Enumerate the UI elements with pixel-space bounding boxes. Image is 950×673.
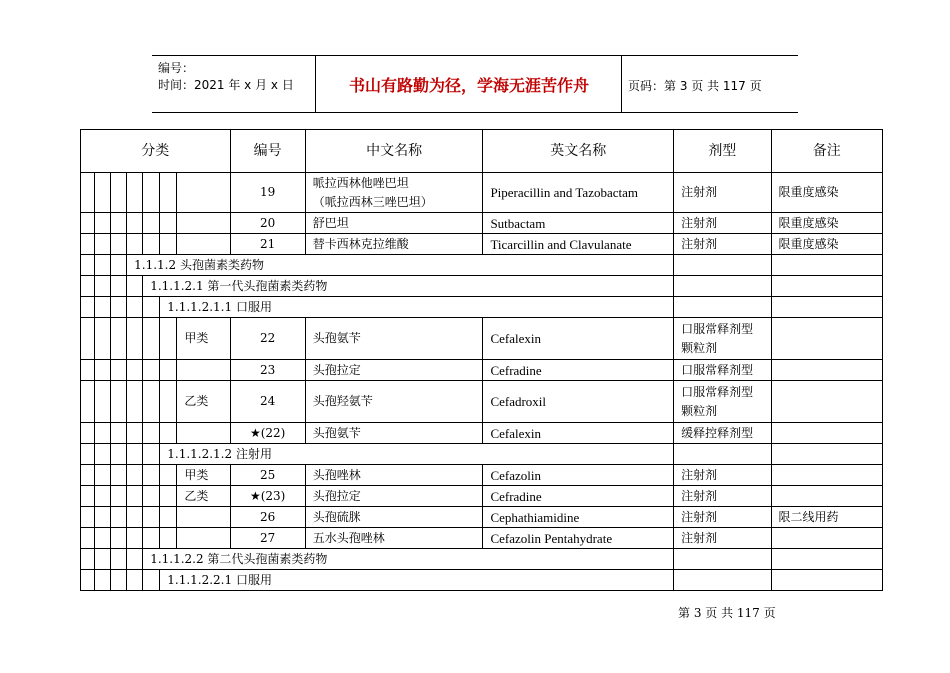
drug-number: 23: [230, 360, 305, 381]
drug-chinese-name: 舒巴坦: [305, 213, 483, 234]
drug-number: 22: [230, 318, 305, 360]
table-row: [81, 528, 883, 549]
drug-number: 21: [230, 234, 305, 255]
time-label: 时间：2021 年 x 月 x 日: [158, 78, 294, 92]
drug-chinese-name: 头孢拉定: [305, 360, 483, 381]
drug-dosage-form: 口服常释剂型: [674, 360, 771, 381]
drug-number: ★(23): [230, 486, 305, 507]
header-motto: 书山有路勤为径，学海无涯苦作舟: [348, 76, 589, 95]
drug-number: 24: [230, 381, 305, 423]
drug-chinese-name: 头孢拉定: [305, 486, 483, 507]
section-row: [81, 276, 883, 297]
drug-english-name: Cefradine: [483, 486, 674, 507]
drug-chinese-name: 五水头孢唑林: [305, 528, 483, 549]
drug-chinese-name: 头孢唑林: [305, 465, 483, 486]
drug-english-name: Cefalexin: [483, 318, 674, 360]
drug-number: 19: [230, 173, 305, 213]
table-header-row: [81, 130, 883, 173]
section-row: [81, 255, 883, 276]
section-row: [81, 549, 883, 570]
table-row: [81, 465, 883, 486]
drug-english-name: Piperacillin and Tazobactam: [483, 173, 674, 213]
drug-chinese-name: 替卡西林克拉维酸: [305, 234, 483, 255]
table-row: [81, 234, 883, 255]
drug-dosage-form: 口服常释剂型 颗粒剂: [674, 381, 771, 423]
drug-dosage-form: 注射剂: [674, 465, 771, 486]
section-title: 1.1.1.2.2.1 口服用: [160, 570, 674, 591]
header-number: 编号: [230, 130, 305, 173]
code-label: 编号：: [158, 61, 195, 75]
drug-dosage-form: 口服常释剂型 颗粒剂: [674, 318, 771, 360]
drug-chinese-name: 哌拉西林他唑巴坦 （哌拉西林三唑巴坦）: [305, 173, 483, 213]
drug-dosage-form: 注射剂: [674, 234, 771, 255]
drug-remarks: 限重度感染: [771, 213, 883, 234]
header-meta: [158, 60, 294, 94]
table-row: [81, 213, 883, 234]
table-row: [81, 360, 883, 381]
table-row: [81, 423, 883, 444]
drug-chinese-name: 头孢氨苄: [305, 423, 483, 444]
drug-english-name: Ticarcillin and Clavulanate: [483, 234, 674, 255]
drug-dosage-form: 注射剂: [674, 528, 771, 549]
drug-remarks: 限重度感染: [771, 234, 883, 255]
drug-english-name: Cefadroxil: [483, 381, 674, 423]
drug-class: 乙类: [177, 381, 230, 423]
drug-chinese-name: 头孢硫脒: [305, 507, 483, 528]
header-category: 分类: [81, 130, 231, 173]
table-row: [81, 486, 883, 507]
drug-dosage-form: 缓释控释剂型: [674, 423, 771, 444]
drug-dosage-form: 注射剂: [674, 213, 771, 234]
drug-table: [80, 129, 883, 591]
drug-remarks: 限二线用药: [771, 507, 883, 528]
table-row: [81, 381, 883, 423]
header-dosage-form: 剂型: [674, 130, 771, 173]
header-chinese-name: 中文名称: [305, 130, 483, 173]
section-title: 1.1.1.2.1 第一代头孢菌素类药物: [143, 276, 674, 297]
drug-english-name: Cefazolin Pentahydrate: [483, 528, 674, 549]
section-title: 1.1.1.2.1.2 注射用: [160, 444, 674, 465]
header-divider: [621, 56, 622, 112]
drug-english-name: Cefalexin: [483, 423, 674, 444]
table-row: [81, 318, 883, 360]
drug-dosage-form: 注射剂: [674, 486, 771, 507]
header-english-name: 英文名称: [483, 130, 674, 173]
drug-class: 甲类: [177, 318, 230, 360]
page-footer: 第 3 页 共 117 页: [678, 606, 776, 620]
drug-dosage-form: 注射剂: [674, 173, 771, 213]
drug-number: 25: [230, 465, 305, 486]
section-title: 1.1.1.2.1.1 口服用: [160, 297, 674, 318]
drug-english-name: Cephathiamidine: [483, 507, 674, 528]
drug-number: 20: [230, 213, 305, 234]
drug-number: 27: [230, 528, 305, 549]
section-title: 1.1.1.2.2 第二代头孢菌素类药物: [143, 549, 674, 570]
drug-english-name: Cefazolin: [483, 465, 674, 486]
table-row: [81, 507, 883, 528]
drug-english-name: Sutbactam: [483, 213, 674, 234]
table-row: [81, 173, 883, 213]
document-header: [152, 55, 798, 113]
drug-number: 26: [230, 507, 305, 528]
drug-class: 乙类: [177, 486, 230, 507]
drug-chinese-name: 头孢氨苄: [305, 318, 483, 360]
section-row: [81, 297, 883, 318]
header-remarks: 备注: [771, 130, 883, 173]
drug-dosage-form: 注射剂: [674, 507, 771, 528]
section-title: 1.1.1.2 头孢菌素类药物: [127, 255, 674, 276]
header-page-number: 页码：第 3 页 共 117 页: [628, 79, 762, 93]
drug-remarks: 限重度感染: [771, 173, 883, 213]
drug-chinese-name: 头孢羟氨苄: [305, 381, 483, 423]
section-row: [81, 444, 883, 465]
drug-class: 甲类: [177, 465, 230, 486]
drug-number: ★(22): [230, 423, 305, 444]
drug-english-name: Cefradine: [483, 360, 674, 381]
section-row: [81, 570, 883, 591]
